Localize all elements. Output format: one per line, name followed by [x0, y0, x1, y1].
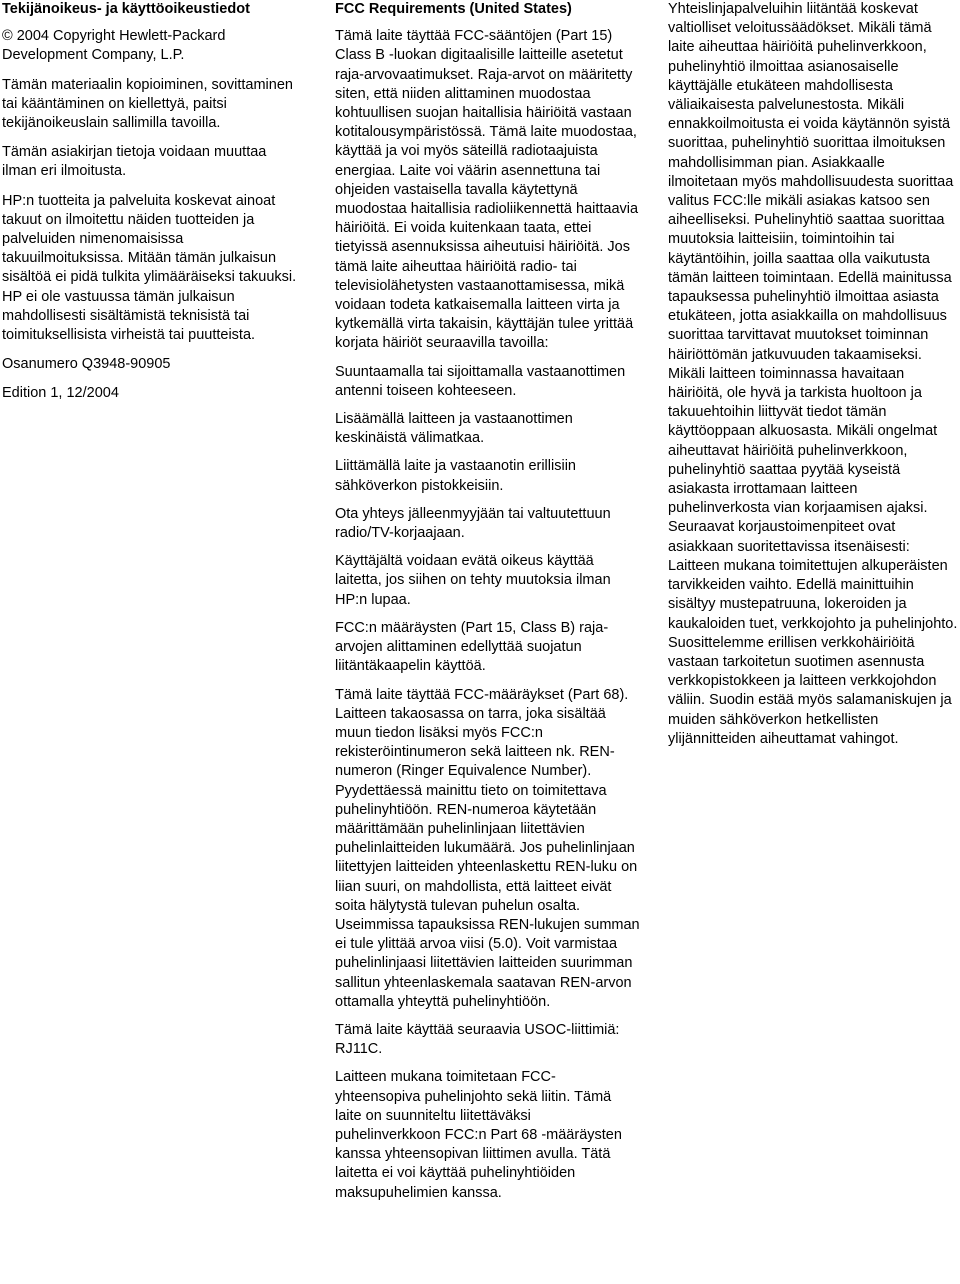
copyright-notice: © 2004 Copyright Hewlett-Packard Development Company, L.P.: [2, 28, 226, 64]
fcc-paragraph-shielded-cable: FCC:n määräysten (Part 15, Class B) raja-arvojen alittaminen edellyttää suojatun liitäntäkaapelin käyttöä.: [335, 619, 609, 675]
warranty-notice: HP:n tuotteita ja palveluita koskevat ainoat takuut on ilmoitettu näiden tuotteiden ja palveluiden nimenomaisissa takuuilmoituksissa. Mitään tämän julkaisun sisältöä ei pidä tulkita ylimääräiseksi takuuksi. HP ei ole vastuussa tämän julkaisun mahdollisesti sisältämistä teknisistä tai toimituksellisista virheistä tai puutteista.: [2, 192, 297, 344]
part-number: Osanumero Q3948-90905: [2, 356, 171, 373]
fcc-paragraph-dealer: Ota yhteys jälleenmyyjään tai valtuutettuun radio/TV-korjaajaan.: [335, 505, 611, 542]
fcc-paragraph-part-68: Tämä laite täyttää FCC-määräykset (Part 68). Laitteen takaosassa on tarra, joka sisältää muun tiedon lisäksi myös FCC:n rekisteröintinumeron sekä laitteen nk. REN-numeron (Ringer Equivalence Number). Pyydettäessä mainittu tieto on toimitettava puhelinyhtiöön. REN-numeroa käytetään määrittämään puhelinlinjaan liitettävien puhelinlaitteiden lukumäärä. Jos puhelinlinjaan liitettyjen laitteiden yhteenlaskettu REN-luku on liian suuri, on mahdollista, että laitteet eivät soita hälytystä tulevan puhelun osalta. Useimmissa tapauksissa REN-lukujen summan ei tule ylittää arvoa viisi (5.0). Voit varmistaa puhelinlinjaasi liitettävien laitteiden suurimman sallitun yhteenlaskemala saatavan REN-arvon ottamalla yhteyttä puhelinyhtiöön.: [335, 686, 640, 1010]
fcc-paragraph-phone-cord: Laitteen mukana toimitetaan FCC-yhteensopiva puhelinjohto sekä liitin. Tämä laite on suunniteltu liitettäväksi puhelinverkkoon FCC:n Part 68 -määräysten kanssa yhteensopivan liittimen avulla. Tätä laitetta ei voi käyttää puhelinyhtiöiden maksupuhelimien kanssa.: [335, 1069, 622, 1201]
reproduction-notice: Tämän materiaalin kopioiminen, sovittaminen tai kääntäminen on kiellettyä, paitsi tekijänoikeuslain sallimilla tavoilla.: [2, 76, 293, 132]
column-fcc: [335, 0, 640, 1212]
telephone-company-paragraph: Yhteislinjapalveluihin liitäntää koskevat valtiolliset veloitussäädökset. Mikäli tämä laite aiheuttaa häiriöitä puhelinverkkoon, puhelinyhtiö ilmoittaa asianosaiselle käyttäjälle etukäteen mahdollisesta väliaikaisesta palvelunestosta. Mikäli ennakkoilmoitusta ei voida käytännön syistä suorittaa, puhelinyhtiö suorittaa ilmoituksen mahdollisimman pian. Asiakkaalle ilmoitetaan myös mahdollisuudesta suorittaa valitus FCC:lle mikäli asiakas katsoo sen aiheelliseksi. Puhelinyhtiö saattaa suorittaa muutoksia laitteisiin, toimintoihin tai käytäntöihin, joilla saattaa olla vaikutusta tämän laitteen toimintaan. Edellä mainitussa tapauksessa puhelinyhtiö ilmoittaa asiasta etukäteen, jotta asiakkailla on mahdollisuus suorittaa tarvittavat muutokset toiminnan häiriöttömän jatkuvuuden takaamiseksi. Mikäli laitteen toiminnassa havaitaan häiriöitä, ole hyvä ja tarkista huoltoon ja takuuehtoihin liittyvät tiedot tämän käyttöoppaan alkuosasta. Mikäli ongelmat aiheuttavat häiriöitä puhelinverkkoon, puhelinyhtiö saattaa pyytää kyseistä asiakasta irrottamaan laitteen puhelinverkosta vian korjaamisen ajaksi. Seuraavat korjaustoimenpiteet ovat asiakkaan suoritettavissa itsenäisesti: Laitteen mukana toimitettujen alkuperäisten tarvikkeiden vaihto. Edellä mainittuihin sisältyy mustepatruuna, lokeroiden ja kaukaloiden tuet, verkkojohto ja puhelinjohto. Suosittelemme erillisen verkkohäiriöitä vastaan tarkoitetun suotimen asennusta verkkopistokkeen ja laitteen verkkojohdon väliin. Suodin estää myös salamaniskujen ja muiden sähköverkon hetkellisten ylijännitteiden aiheuttamat vahingot.: [668, 1, 958, 747]
fcc-paragraph-antenna: Suuntaamalla tai sijoittamalla vastaanottimen antenni toiseen kohteeseen.: [335, 363, 626, 399]
fcc-paragraph-distance: Lisäämällä laitteen ja vastaanottimen keskinäistä välimatkaa.: [335, 411, 573, 447]
fcc-paragraph-usoc: Tämä laite käyttää seuraavia USOC-liittimiä: RJ11C.: [335, 1021, 620, 1058]
column-copyright: [2, 0, 302, 414]
change-notice: Tämän asiakirjan tietoja voidaan muuttaa ilman eri ilmoitusta.: [2, 144, 267, 180]
column-telephone-company: [668, 0, 958, 749]
edition: Edition 1, 12/2004: [2, 385, 119, 402]
fcc-paragraph-intro: Tämä laite täyttää FCC-sääntöjen (Part 15) Class B -luokan digitaalisille laitteille asetetut raja-arvovaatimukset. Raja-arvot on määritetty siten, että niiden alittaminen muodostaa kohtuullisen suojan haitallisia häiriöitä vastaan kotitalousympäristössä. Tämä laite muodostaa, käyttää ja voi myös säteillä radiotaajuista energiaa. Laite voi väärin asennettuna tai ohjeiden vastaisella tavalla käytettynä muodostaa haitallisia radioliikennettä haittaavia häiriöitä. Ei voida kuitenkaan taata, ettei tietyissä asennuksissa aiheutuisi häiriöitä. Jos tämä laite aiheuttaa häiriöitä radio- tai televisiolähetysten vastaanottamisessa, mikä voidaan todeta katkaisemalla laitteen virta ja kytkemällä virta takaisin, käyttäjän tulee yrittää korjata häiriöt seuraavilla tavoilla:: [335, 28, 639, 352]
fcc-paragraph-modifications: Käyttäjältä voidaan evätä oikeus käyttää laitetta, jos siihen on tehty muutoksia ilman HP:n lupaa.: [335, 553, 611, 608]
fcc-heading: FCC Requirements (United States): [335, 1, 572, 17]
copyright-heading: Tekijänoikeus- ja käyttöoikeustiedot: [2, 1, 250, 17]
fcc-paragraph-outlets: Liittämällä laite ja vastaanotin erillisiin sähköverkon pistokkeisiin.: [335, 458, 576, 494]
